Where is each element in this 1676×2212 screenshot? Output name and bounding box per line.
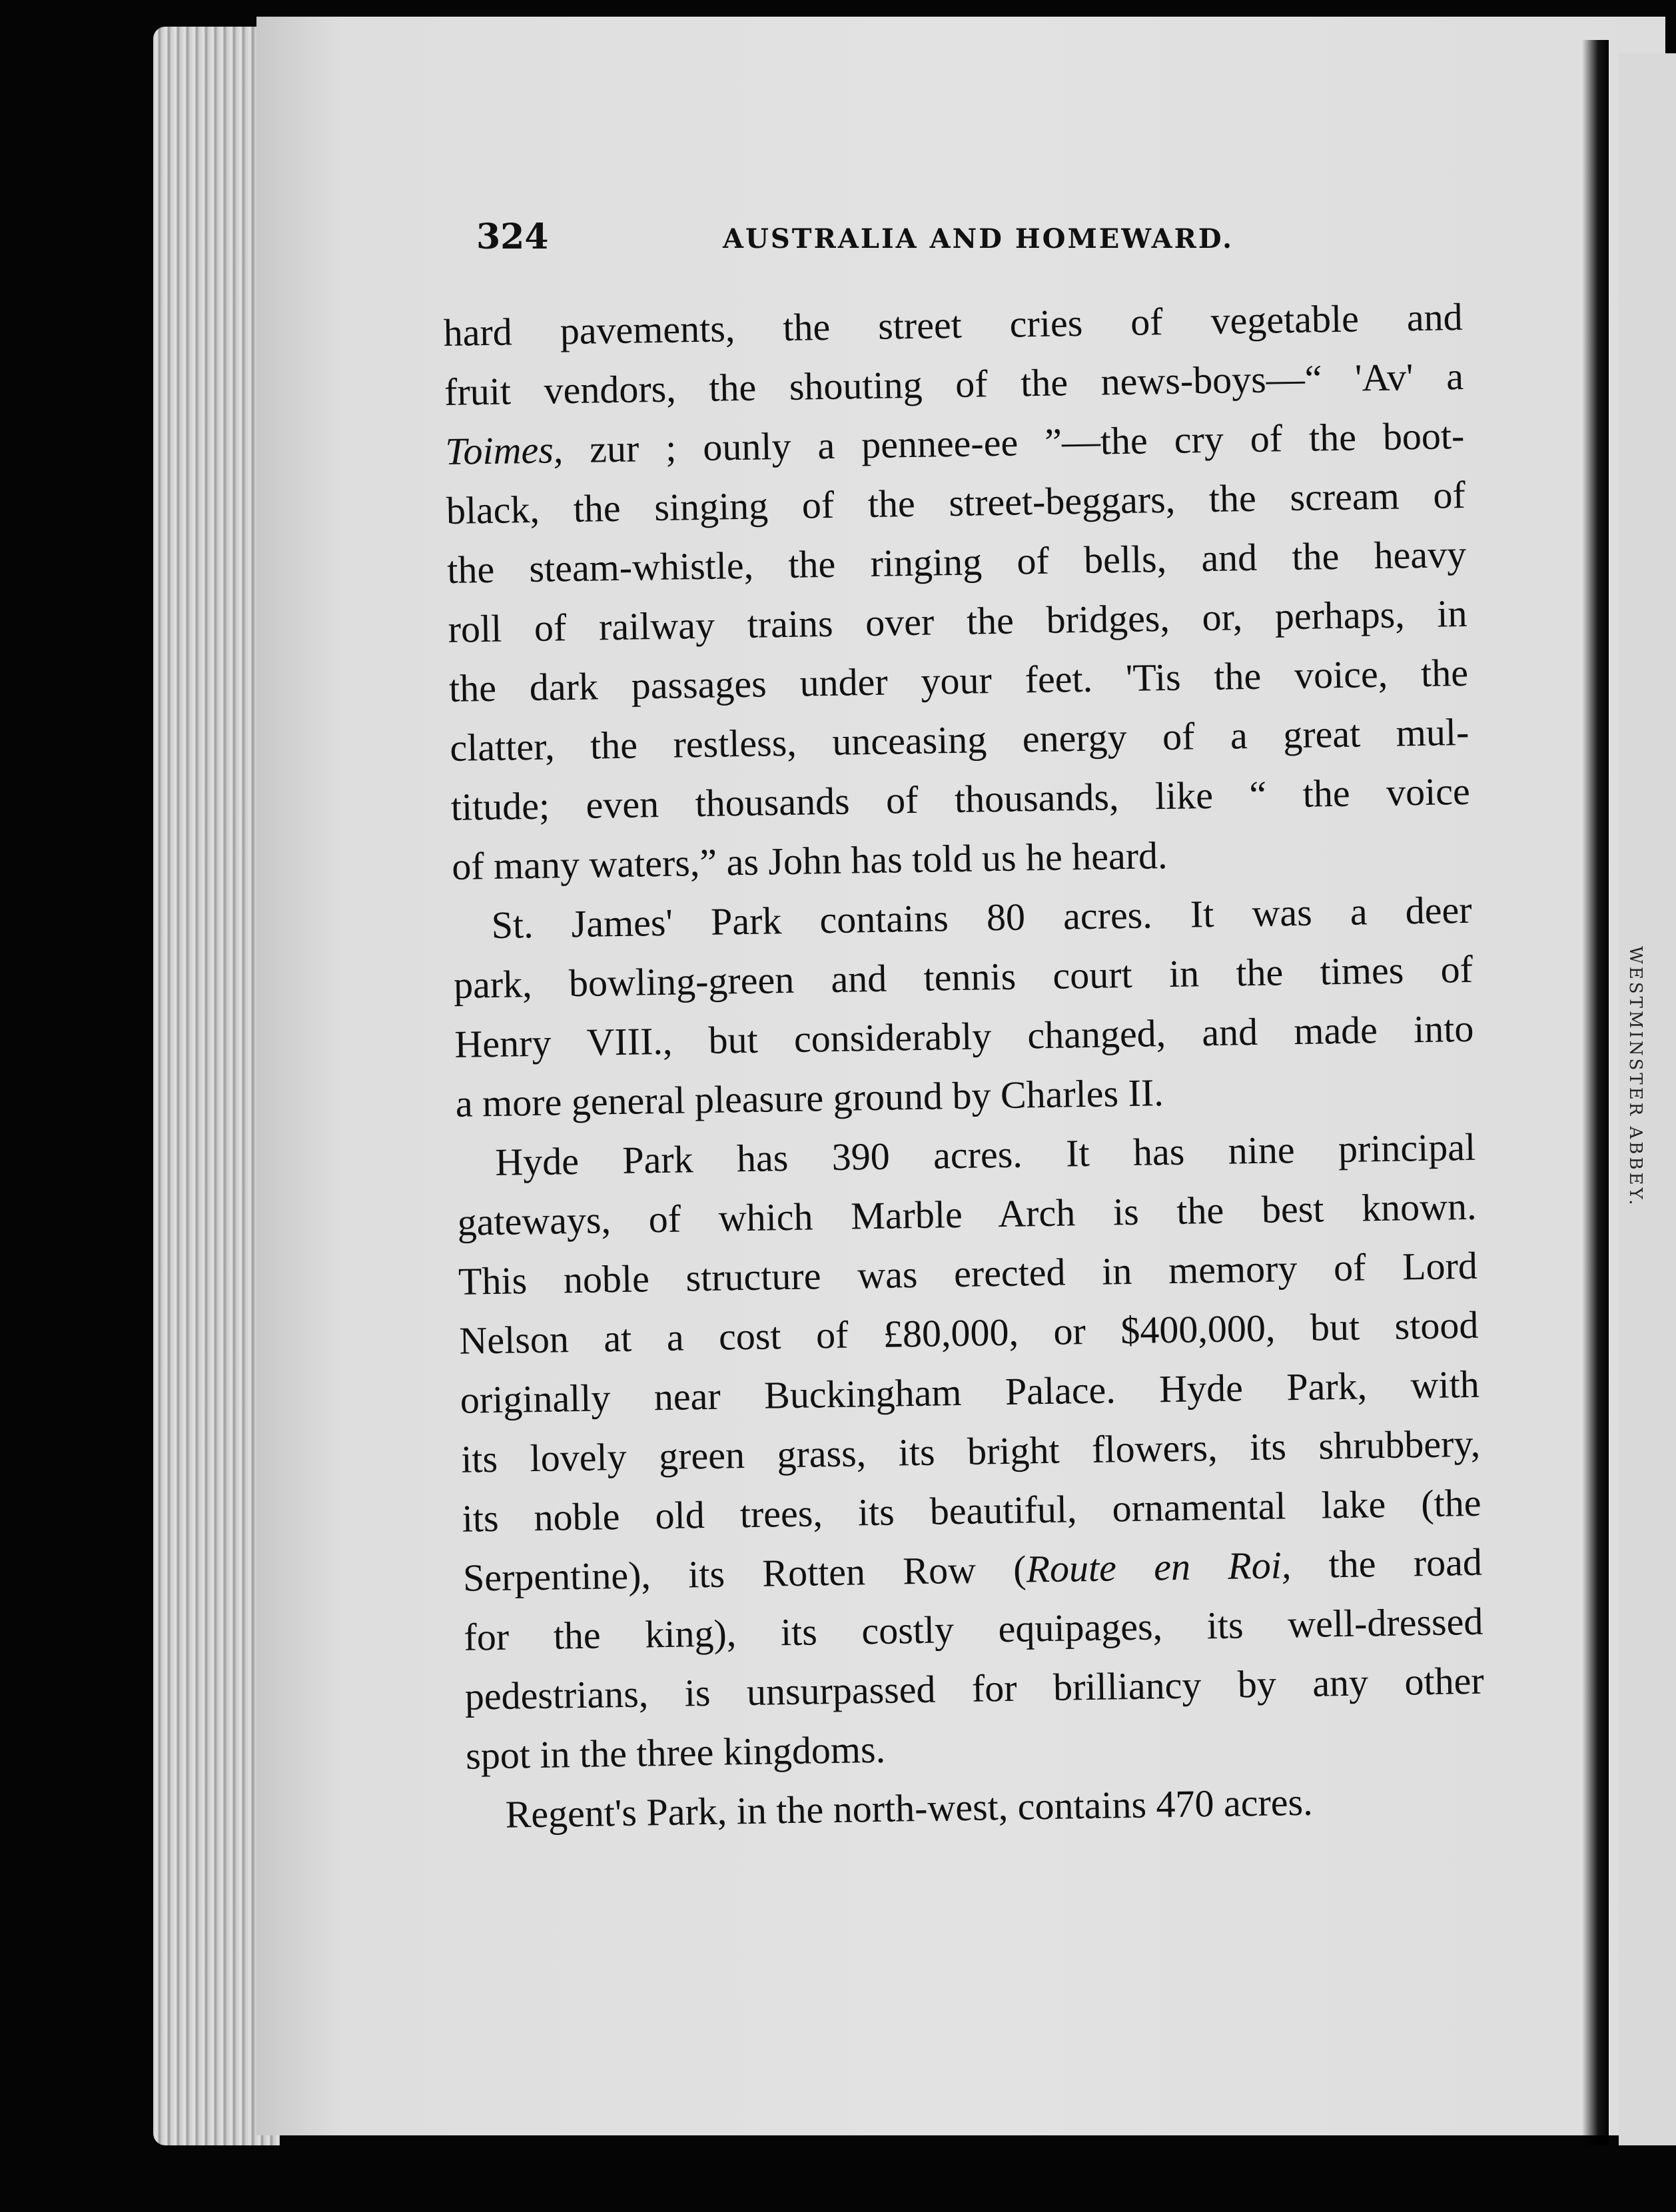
text-line: Nelson at a cost of £80,000, or $400,000, but stood xyxy=(458,1303,1479,1363)
text-line: the dark passages under your feet. 'Tis the voice, the xyxy=(448,650,1469,710)
italic-word: Toimes, xyxy=(444,428,564,473)
text-line: Hyde Park has 390 acres. It has nine principal xyxy=(494,1125,1476,1184)
gutter-shadow xyxy=(1582,40,1609,2145)
text-line: roll of railway trains over the bridges, or, perhaps, in xyxy=(448,591,1468,651)
running-title: AUSTRALIA AND HOMEWARD. xyxy=(723,223,1234,255)
text-run: the road xyxy=(1290,1540,1483,1587)
italic-phrase: Route en Roi, xyxy=(1026,1543,1292,1591)
text-line: black, the singing of the street-beggars, the scream of xyxy=(446,472,1466,532)
text-line: fruit vendors, the shouting of the news-boys—“ 'Av' a xyxy=(444,354,1464,414)
text-line: This noble structure was erected in memory of Lord xyxy=(458,1243,1478,1303)
text-line: for the king), its costly equipages, its well-dressed xyxy=(463,1599,1483,1659)
text-line: its lovely green grass, its bright flowers, its shrubbery, xyxy=(460,1421,1481,1481)
text-line: originally near Buckingham Palace. Hyde Park, with xyxy=(460,1362,1480,1422)
paragraph xyxy=(443,287,1471,896)
paragraph xyxy=(452,880,1475,1133)
text-line: spot in the three kingdoms. xyxy=(465,1727,886,1778)
text-line: clatter, the restless, unceasing energy of a great mul- xyxy=(449,710,1469,770)
text-line: St. James' Park contains 80 acres. It was a deer xyxy=(491,887,1473,947)
text-line: Henry VIII., but considerably changed, and made into xyxy=(454,1006,1474,1066)
text-run: zur ; ounly a pennee-ee ”—the cry of the boot- xyxy=(562,413,1465,472)
page-header xyxy=(476,217,1442,270)
body-text xyxy=(443,287,1486,1845)
page-number: 324 xyxy=(476,217,549,257)
facing-page-caption: WESTMINSTER ABBEY. xyxy=(1625,946,1645,1208)
text-line: a more general pleasure ground by Charles II. xyxy=(455,1071,1164,1125)
text-line: its noble old trees, its beautiful, ornamental lake (the xyxy=(462,1480,1481,1540)
text-line: gateways, of which Marble Arch is the best known. xyxy=(457,1184,1477,1244)
text-line: pedestrians, is unsurpassed for brilliancy by any other xyxy=(464,1658,1485,1718)
text-line: titude; even thousands of thousands, like “ the voice xyxy=(450,769,1471,829)
text-run: Serpentine), its Rotten Row ( xyxy=(462,1547,1027,1600)
text-line: the steam-whistle, the ringing of bells, and the heavy xyxy=(446,532,1467,592)
paragraph xyxy=(456,1117,1485,1786)
text-line: of many waters,” as John has told us he heard. xyxy=(451,833,1168,888)
text-line: Regent's Park, in the north-west, contains 470 acres. xyxy=(505,1780,1314,1836)
text-line: hard pavements, the street cries of vegetable and xyxy=(443,294,1464,354)
text-line: park, bowling-green and tennis court in the times of xyxy=(453,947,1473,1007)
